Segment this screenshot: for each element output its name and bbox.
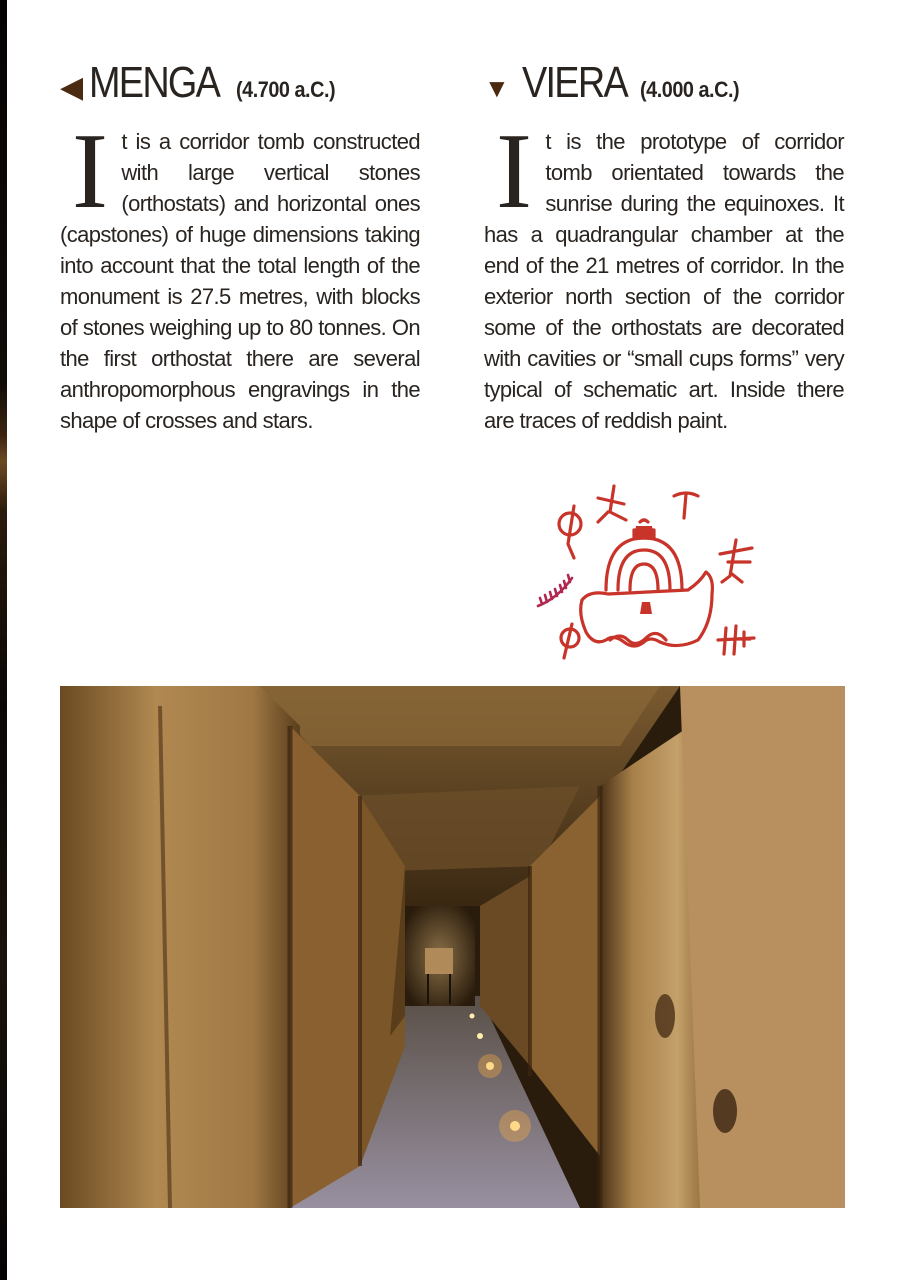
viera-dropcap: I [496, 112, 532, 231]
menga-text: t is a corridor tomb constructed with large vertical stones (orthostats) and horizontal ones (capstones) of huge dimensions taking into account that the total length of the monument is 27.5 metres, with blocks of stones weighing up to 80 tonnes. On the first orthostat there are several anthropomorphous engravings in the shape of crosses and stars. [60, 129, 420, 433]
viera-section [484, 58, 844, 436]
viera-text: t is the prototype of corridor tomb orientated towards the sunrise during the equinoxes. It has a quadrangular chamber at the end of the 21 metres of corridor. In the exterior north section of the corridor some of the orthostats are decorated with cavities or “small cups forms” very typical of schematic art. Inside there are traces of reddish paint. [484, 129, 844, 433]
menga-title: MENGA [89, 58, 220, 107]
down-triangle-icon: ▼ [484, 73, 510, 103]
menga-heading [60, 58, 420, 114]
menga-date: (4.700 a.C.) [236, 77, 336, 102]
dolmen-corridor-photo [60, 686, 845, 1208]
viera-paragraph [484, 112, 844, 436]
viera-heading [484, 58, 844, 114]
page-edge-strip [0, 0, 7, 1280]
viera-title: VIERA [521, 58, 627, 107]
left-triangle-icon: ◀ [60, 71, 84, 104]
menga-dropcap: I [72, 112, 108, 231]
menga-paragraph [60, 112, 420, 436]
petroglyph-illustration [528, 482, 763, 662]
menga-section [60, 58, 420, 436]
viera-date: (4.000 a.C.) [639, 77, 739, 102]
